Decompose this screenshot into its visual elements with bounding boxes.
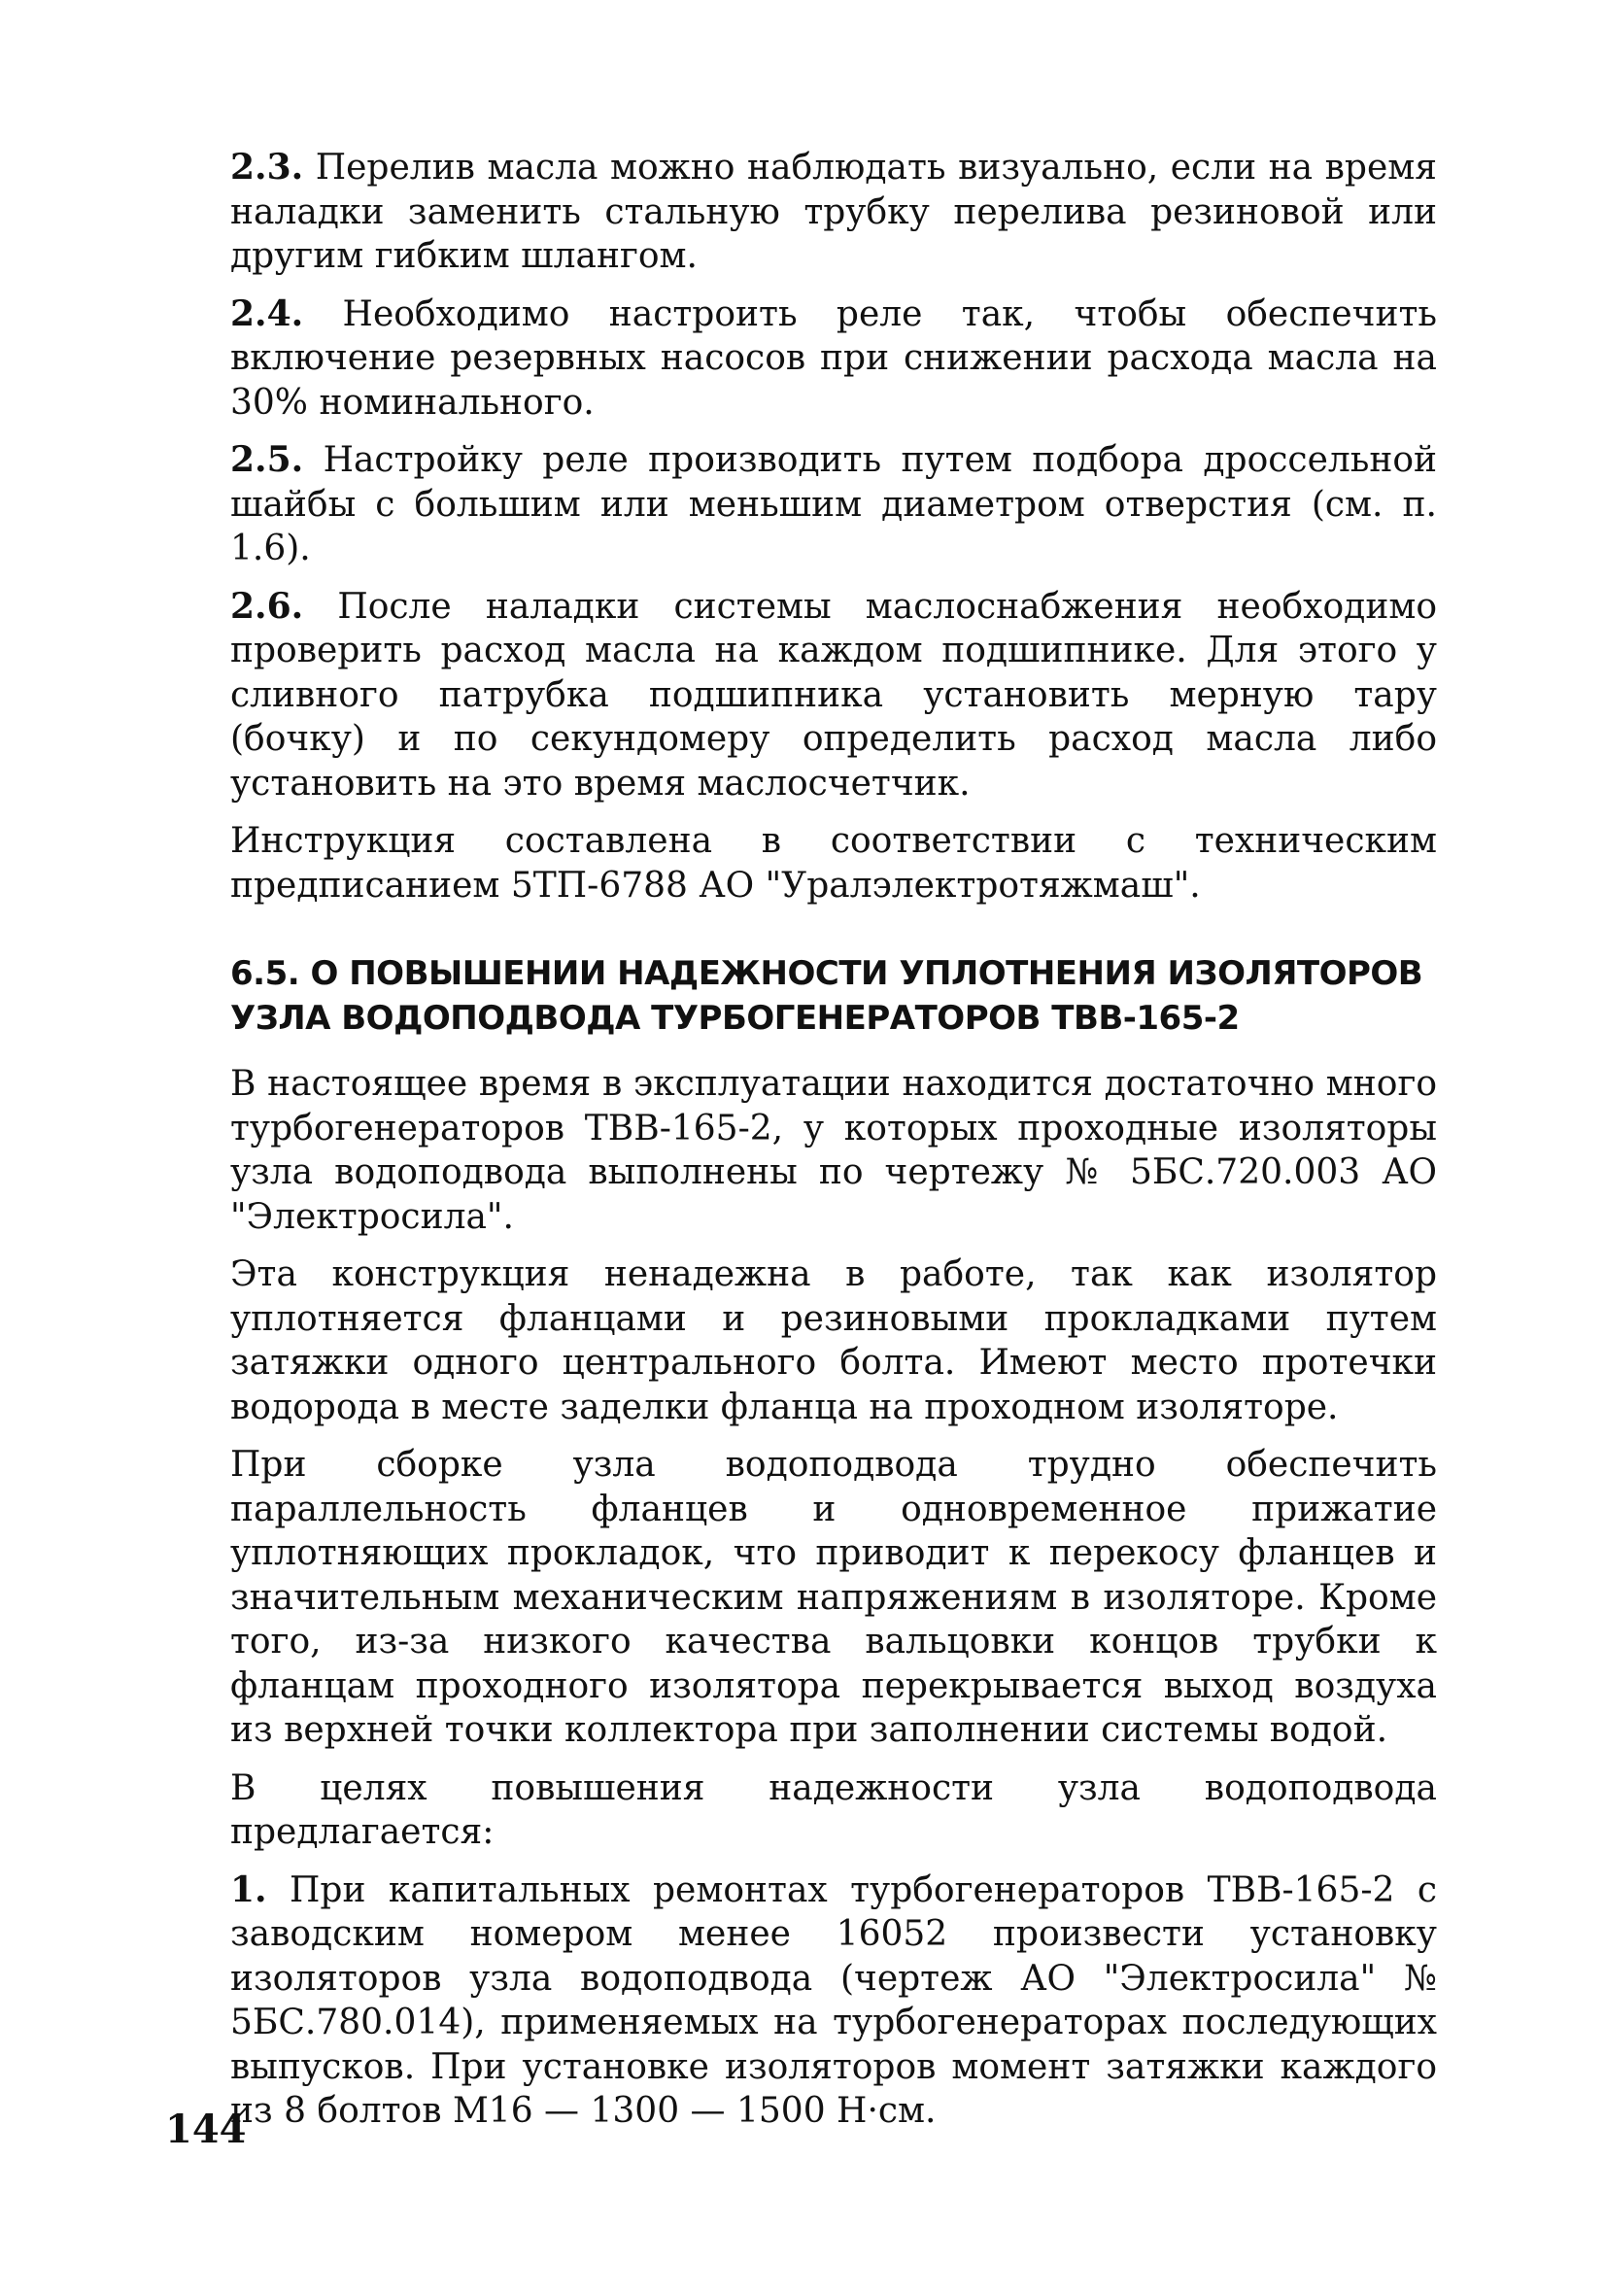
paragraph-proposal: В целях повышения надежности узла водоподвода предлагается: bbox=[230, 1767, 1437, 1852]
paragraph-2-3 bbox=[230, 146, 1437, 279]
item-text: При капитальных ремонтах турбогенераторов ТВВ-165-2 с заводским номером менее 16052 произвести установку изоляторов узла водоподвода (чертеж АО "Электросила" № 5БС.780.014), применяемых на турбогенераторах последующих выпусков. При установке изоляторов момент затяжки каждого из 8 болтов М16 — 1300 — 1500 Н·см. bbox=[230, 1869, 1438, 2131]
bottom-text-section bbox=[230, 1062, 1437, 2134]
instruction-note: Инструкция составлена в соответствии с техническим предписанием 5ТП-6788 АО "Уралэлектротяжмаш". bbox=[230, 821, 1437, 906]
paragraph-assembly-issues: При сборке узла водоподвода трудно обеспечить параллельность фланцев и одновременное прижатие уплотняющих прокладок, что приводит к перекосу фланцев и значительным механическим напряжениям в изоляторе. Кроме того, из-за низкого качества вальцовки концов трубки к фланцам проходного изолятора перекрывается выход воздуха из верхней точки коллектора при заполнении системы водой. bbox=[230, 1445, 1437, 1750]
paragraph-number: 2.3. bbox=[230, 147, 304, 188]
section-heading-line-1: 6.5. О ПОВЫШЕНИИ НАДЕЖНОСТИ УПЛОТНЕНИЯ ИЗОЛЯТОРОВ bbox=[230, 954, 1423, 993]
paragraph-2-6 bbox=[230, 585, 1437, 806]
top-text-section bbox=[230, 146, 1437, 908]
section-heading-line-2: УЗЛА ВОДОПОДВОДА ТУРБОГЕНЕРАТОРОВ ТВВ-165-2 bbox=[230, 999, 1240, 1038]
item-number: 1. bbox=[230, 1868, 267, 1910]
paragraph-2-5 bbox=[230, 438, 1437, 571]
paragraph-intro: В настоящее время в эксплуатации находится достаточно много турбогенераторов ТВВ-165-2, у которых проходные изоляторы узла водоподвода выполнены по чертежу № 5БС.720.003 АО "Электросила". bbox=[230, 1064, 1437, 1237]
paragraph-text: Необходимо настроить реле так, чтобы обеспечить включение резервных насосов при снижении расхода масла на 30% номинального. bbox=[230, 293, 1437, 423]
paragraph-number: 2.5. bbox=[230, 439, 304, 480]
paragraph-item-1 bbox=[230, 1868, 1437, 2134]
paragraph-text: Перелив масла можно наблюдать визуально, если на время наладки заменить стальную трубку перелива резиновой или другим гибким шлангом. bbox=[230, 148, 1437, 276]
section-heading bbox=[230, 951, 1445, 1041]
paragraph-2-4 bbox=[230, 292, 1437, 426]
paragraph-design-flaw: Эта конструкция ненадежна в работе, так как изолятор уплотняется фланцами и резиновыми прокладками путем затяжки одного центрального болта. Имеют место протечки водорода в месте заделки фланца на проходном изоляторе. bbox=[230, 1254, 1437, 1427]
paragraph-text: После наладки системы маслоснабжения необходимо проверить расход масла на каждом подшипнике. Для этого у сливного патрубка подшипника установить мерную тару (бочку) и по секундомеру определить расход масла либо установить на это время маслосчетчик. bbox=[230, 586, 1437, 804]
paragraph-text: Настройку реле производить путем подбора дроссельной шайбы с большим или меньшим диаметром отверстия (см. п. 1.6). bbox=[230, 440, 1437, 568]
paragraph-number: 2.6. bbox=[230, 585, 304, 627]
paragraph-number: 2.4. bbox=[230, 292, 304, 334]
page-number: 144 bbox=[165, 2107, 247, 2152]
